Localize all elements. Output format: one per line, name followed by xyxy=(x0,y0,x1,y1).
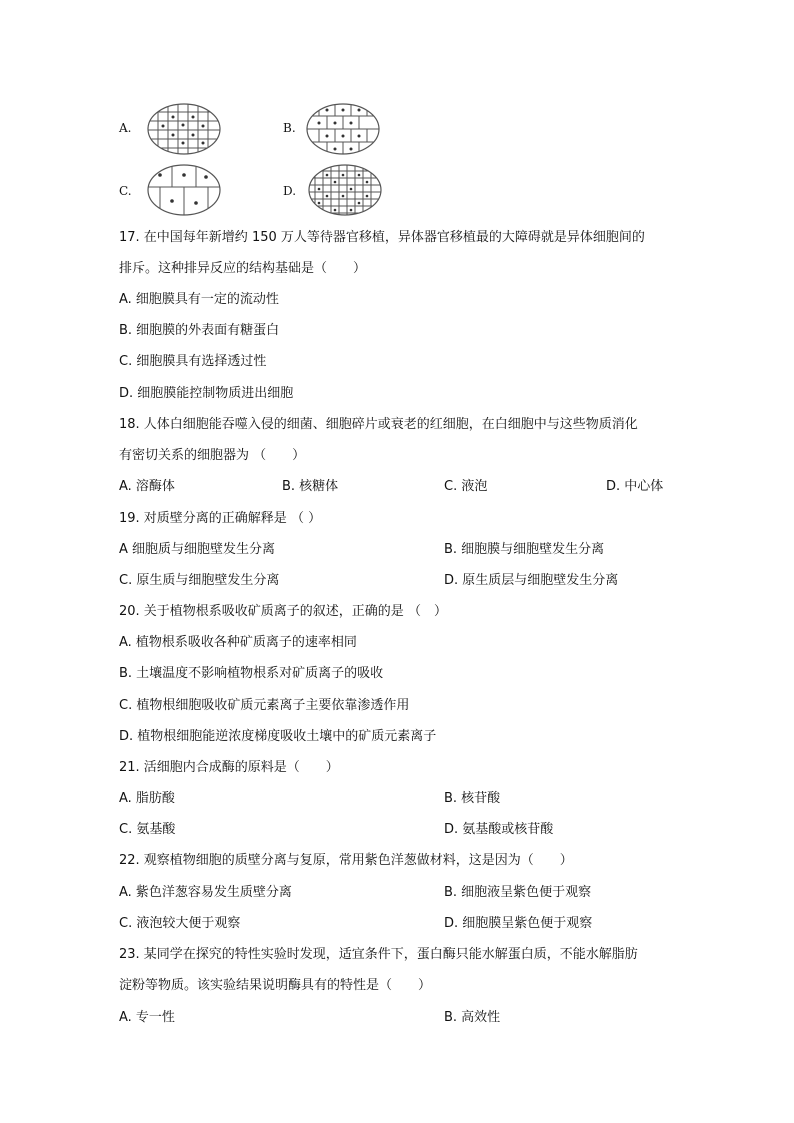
cell-diagram-b xyxy=(305,102,381,156)
question-19-option-b: B. 细胞膜与细胞壁发生分离 xyxy=(444,542,605,557)
question-21-option-a: A. 脂肪酸 xyxy=(119,791,175,806)
question-23-option-b: B. 高效性 xyxy=(444,1010,501,1025)
question-22-option-c: C. 液泡较大便于观察 xyxy=(119,916,241,931)
question-21-option-b: B. 核苷酸 xyxy=(444,791,501,806)
question-17-option-d: D. 细胞膜能控制物质进出细胞 xyxy=(119,386,294,401)
question-20-option-d: D. 植物根细胞能逆浓度梯度吸收土壤中的矿质元素离子 xyxy=(119,729,437,744)
question-17-option-c: C. 细胞膜具有选择透过性 xyxy=(119,354,267,369)
question-23-stem-line-2: 淀粉等物质。该实验结果说明酶具有的特性是（ ） xyxy=(119,978,432,993)
question-19-option-d: D. 原生质层与细胞壁发生分离 xyxy=(444,573,619,588)
question-19-option-c: C. 原生质与细胞壁发生分离 xyxy=(119,573,280,588)
question-17-option-a: A. 细胞膜具有一定的流动性 xyxy=(119,292,279,307)
question-22-stem: 22. 观察植物细胞的质壁分离与复原，常用紫色洋葱做材料，这是因为（ ） xyxy=(119,853,573,868)
question-17-stem-line-2: 排斥。这种排异反应的结构基础是（ ） xyxy=(119,261,367,276)
cell-diagram-c xyxy=(146,163,222,217)
figure-option-a-label: A. xyxy=(119,121,132,135)
question-18-stem-line-2: 有密切关系的细胞器为 （ ） xyxy=(119,448,306,463)
question-20-option-a: A. 植物根系吸收各种矿质离子的速率相同 xyxy=(119,635,357,650)
question-18-option-c: C. 液泡 xyxy=(444,479,488,494)
question-21-option-c: C. 氨基酸 xyxy=(119,822,176,837)
question-19-stem: 19. 对质壁分离的正确解释是 （ ） xyxy=(119,511,322,526)
question-21-stem: 21. 活细胞内合成酶的原料是（ ） xyxy=(119,760,339,775)
question-18-stem-line-1: 18. 人体白细胞能吞噬入侵的细菌、细胞碎片或衰老的红细胞，在白细胞中与这些物质消化 xyxy=(119,417,638,432)
question-22-option-b: B. 细胞液呈紫色便于观察 xyxy=(444,885,592,900)
question-23-stem-line-1: 23. 某同学在探究的特性实验时发现，适宜条件下，蛋白酶只能水解蛋白质，不能水解脂肪 xyxy=(119,947,638,962)
question-22-option-a: A. 紫色洋葱容易发生质壁分离 xyxy=(119,885,292,900)
question-18-option-d: D. 中心体 xyxy=(606,479,664,494)
question-19-option-a: A 细胞质与细胞壁发生分离 xyxy=(119,542,276,557)
figure-option-b-label: B. xyxy=(283,121,296,135)
question-20-option-c: C. 植物根细胞吸收矿质元素离子主要依靠渗透作用 xyxy=(119,698,410,713)
question-20-stem: 20. 关于植物根系吸收矿质离子的叙述，正确的是 （ ） xyxy=(119,604,447,619)
figure-option-c-label: C. xyxy=(119,184,132,198)
question-17-stem-line-1: 17. 在中国每年新增约 150 万人等待器官移植，异体器官移植最的大障碍就是异体细胞间的 xyxy=(119,230,645,245)
figure-option-d-label: D. xyxy=(283,184,297,198)
question-22-option-d: D. 细胞膜呈紫色便于观察 xyxy=(444,916,593,931)
cell-diagram-d xyxy=(307,163,383,217)
question-21-option-d: D. 氨基酸或核苷酸 xyxy=(444,822,554,837)
question-18-option-a: A. 溶酶体 xyxy=(119,479,175,494)
cell-diagram-a xyxy=(146,102,222,156)
question-17-option-b: B. 细胞膜的外表面有糖蛋白 xyxy=(119,323,280,338)
question-20-option-b: B. 土壤温度不影响植物根系对矿质离子的吸收 xyxy=(119,666,384,681)
question-18-option-b: B. 核糖体 xyxy=(282,479,339,494)
question-23-option-a: A. 专一性 xyxy=(119,1010,175,1025)
